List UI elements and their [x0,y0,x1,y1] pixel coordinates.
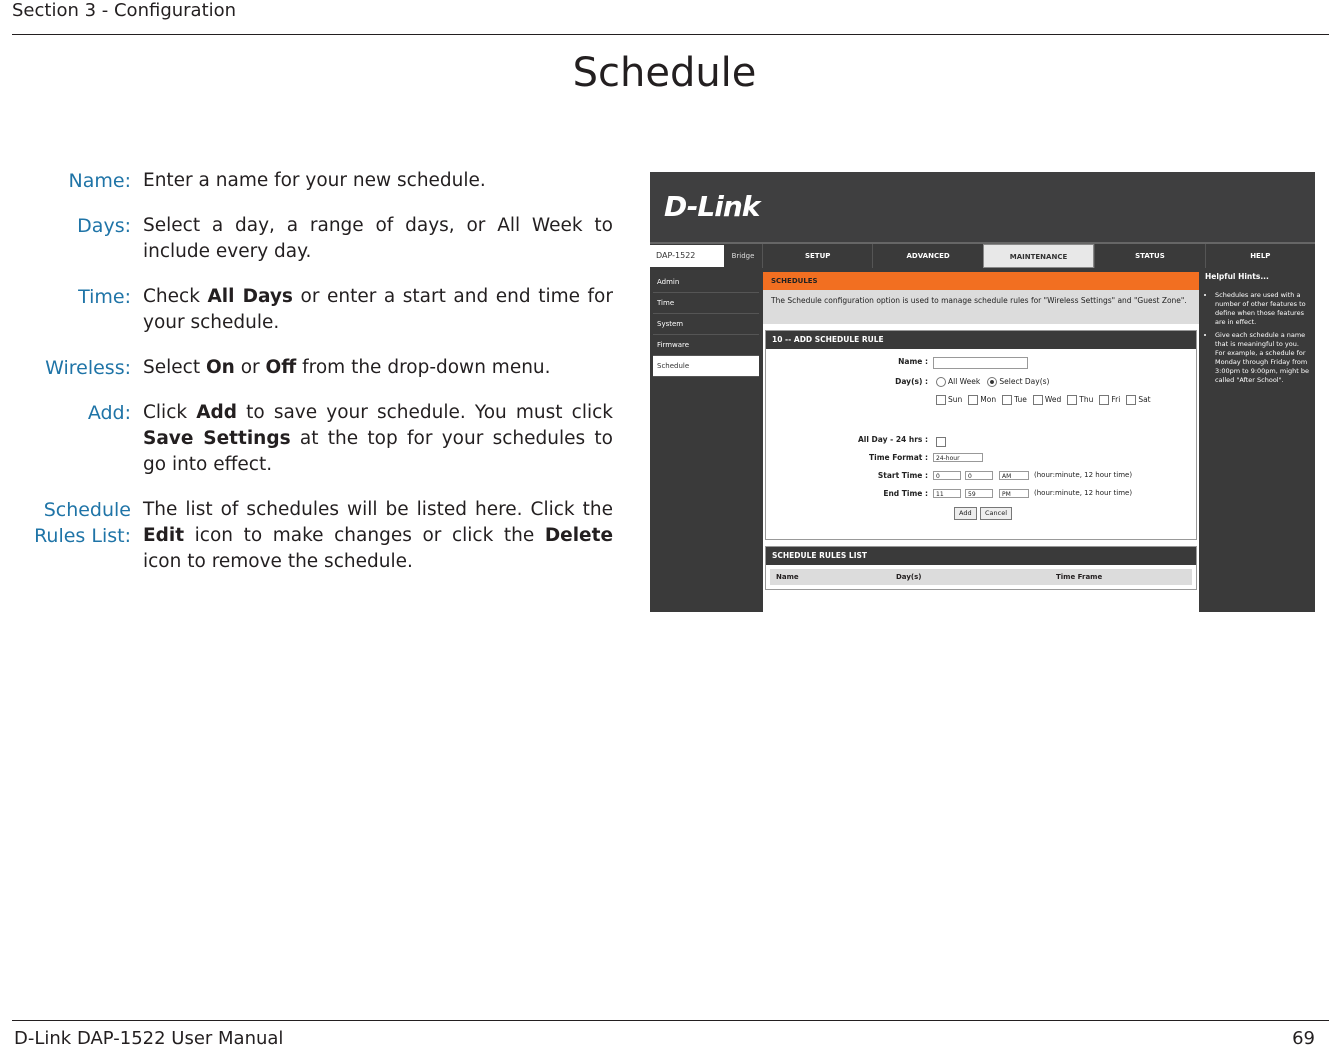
definition-item [0,497,625,575]
days-label: Day(s) : [895,377,928,386]
help-list [1205,291,1311,385]
helpful-hints [1205,272,1311,612]
format-label: Time Format : [869,453,928,462]
sidebar-item-schedule[interactable]: Schedule [653,356,759,377]
end-hour-input[interactable]: 11 [933,489,961,498]
bold-term: Off [265,357,297,378]
definition-term: Schedule Rules List: [34,499,131,547]
help-item: • Schedules are used with a number of other features to define when those features are in effect. [1215,291,1311,327]
definition-item [0,284,625,336]
add-rule-header: 10 -- ADD SCHEDULE RULE [766,331,1196,349]
add-rule-body [766,349,1196,539]
bottom-rule [12,1020,1329,1021]
sidebar-item-system[interactable]: System [653,314,759,335]
bold-term: On [205,357,235,378]
top-rule [12,34,1329,35]
sidebar-item-time[interactable]: Time [653,293,759,314]
help-item: • Give each schedule a name that is meaningful to you. For example, a schedule for Monday through Friday from 3:00pm to 9:00pm, might be called "After School". [1215,331,1311,385]
text-run: Select a day, a range of days, or All Week to include every day. [143,215,613,262]
footer-manual: D-Link DAP-1522 User Manual [14,1028,284,1049]
day-checkbox-thu[interactable] [1067,395,1077,405]
tab-advanced[interactable]: ADVANCED [872,244,982,268]
sidebar-item-admin[interactable]: Admin [653,272,759,293]
day-checkbox-tue[interactable] [1002,395,1012,405]
bridge-label: Bridge [731,252,755,260]
radio-all-week[interactable] [936,377,946,387]
definition-term: Wireless: [45,357,131,379]
add-rule-box [765,330,1197,540]
intro-text: The Schedule configuration option is used to manage schedule rules for "Wireless Settings" and "Guest Zone". [763,290,1199,324]
day-checkbox-wed[interactable] [1033,395,1043,405]
text-run: from the drop-down menu. [296,357,551,378]
text-run: icon to remove the schedule. [143,551,413,572]
definition-description [143,497,613,575]
day-label: Tue [1014,395,1027,404]
time-format-select[interactable]: 24-hour [933,453,983,462]
start-hint: (hour:minute, 12 hour time) [1034,471,1133,479]
text-run: at the top for your schedules to go into effect. [143,428,613,475]
add-button[interactable]: Add [954,507,977,520]
rules-list-header: SCHEDULE RULES LIST [766,547,1196,565]
definition-description [143,355,613,381]
definition-term: Days: [77,215,131,237]
tab-maintenance[interactable]: MAINTENANCE [983,244,1094,268]
content-panel [763,272,1199,612]
day-label: Thu [1079,395,1094,404]
tab-help[interactable]: HELP [1205,244,1315,268]
start-minute-input[interactable]: 0 [965,471,993,480]
column-name: Name [776,573,799,581]
allday-checkbox[interactable] [936,437,946,447]
start-ampm-select[interactable]: AM [999,471,1029,480]
day-label: Mon [980,395,997,404]
rules-list-box [765,546,1197,590]
sidebar-item-firmware[interactable]: Firmware [653,335,759,356]
banner [650,172,1315,244]
text-run: Select [143,357,206,378]
day-label: Wed [1044,395,1062,404]
definition-description [143,400,613,478]
text-run: Check [143,286,208,307]
text-run: icon to make changes or click the [184,525,545,546]
dlink-logo: D-Link [664,190,760,223]
text-run: or [234,357,266,378]
text-run: Enter a name for your new schedule. [143,170,486,191]
day-label: Sat [1138,395,1151,404]
help-title: Helpful Hints... [1205,272,1269,281]
column-time-frame: Time Frame [1056,573,1103,581]
name-input[interactable] [933,357,1028,369]
day-checkboxes [936,395,1157,405]
start-label: Start Time : [877,471,928,480]
nav-bar [650,244,1315,268]
text-run: to save your schedule. You must click [237,402,613,423]
bold-term: Delete [544,525,613,546]
schedules-header: SCHEDULES [763,272,1199,290]
day-checkbox-fri[interactable] [1099,395,1109,405]
cancel-button[interactable]: Cancel [980,507,1012,520]
name-label: Name : [898,357,928,366]
definition-item [0,355,625,381]
end-label: End Time : [883,489,928,498]
end-ampm-select[interactable]: PM [999,489,1029,498]
tab-status[interactable]: STATUS [1094,244,1204,268]
definition-item [0,213,625,265]
definition-description [143,168,613,194]
day-label: Sun [948,395,963,404]
section-header: Section 3 - Configuration [12,0,237,21]
page-title: Schedule [572,50,757,96]
text-run: Click [143,402,197,423]
allday-label: All Day - 24 hrs : [858,435,928,444]
definition-item [0,168,625,194]
day-checkbox-sun[interactable] [936,395,946,405]
rules-list-columns [770,569,1192,585]
definition-term: Add: [87,402,131,424]
page-number: 69 [1292,1028,1315,1049]
model-label: DAP-1522 [650,245,724,267]
start-hour-input[interactable]: 0 [933,471,961,480]
text-run: or enter a start and end time for your schedule. [143,286,613,333]
end-minute-input[interactable]: 59 [965,489,993,498]
text-run: The list of schedules will be listed here. Click the [143,499,613,520]
definition-term: Time: [78,286,131,308]
days-radios [936,377,1049,387]
bold-term: Add [196,402,238,423]
radio-select-days[interactable] [987,377,997,387]
bold-term: Edit [143,525,185,546]
sidebar [653,272,759,377]
end-hint: (hour:minute, 12 hour time) [1034,489,1133,497]
select-days-label: Select Day(s) [999,377,1050,386]
bold-term: All Days [207,286,293,307]
definition-term: Name: [68,170,131,192]
bold-term: Save Settings [143,428,291,449]
definition-list [0,168,625,594]
router-screenshot [650,172,1315,612]
tab-setup[interactable]: SETUP [762,244,872,268]
column-days: Day(s) [896,573,922,581]
all-week-label: All Week [948,377,981,386]
definition-item [0,400,625,478]
day-checkbox-mon[interactable] [968,395,978,405]
definition-description [143,284,613,336]
day-label: Fri [1111,395,1121,404]
definition-description [143,213,613,265]
day-checkbox-sat[interactable] [1126,395,1136,405]
